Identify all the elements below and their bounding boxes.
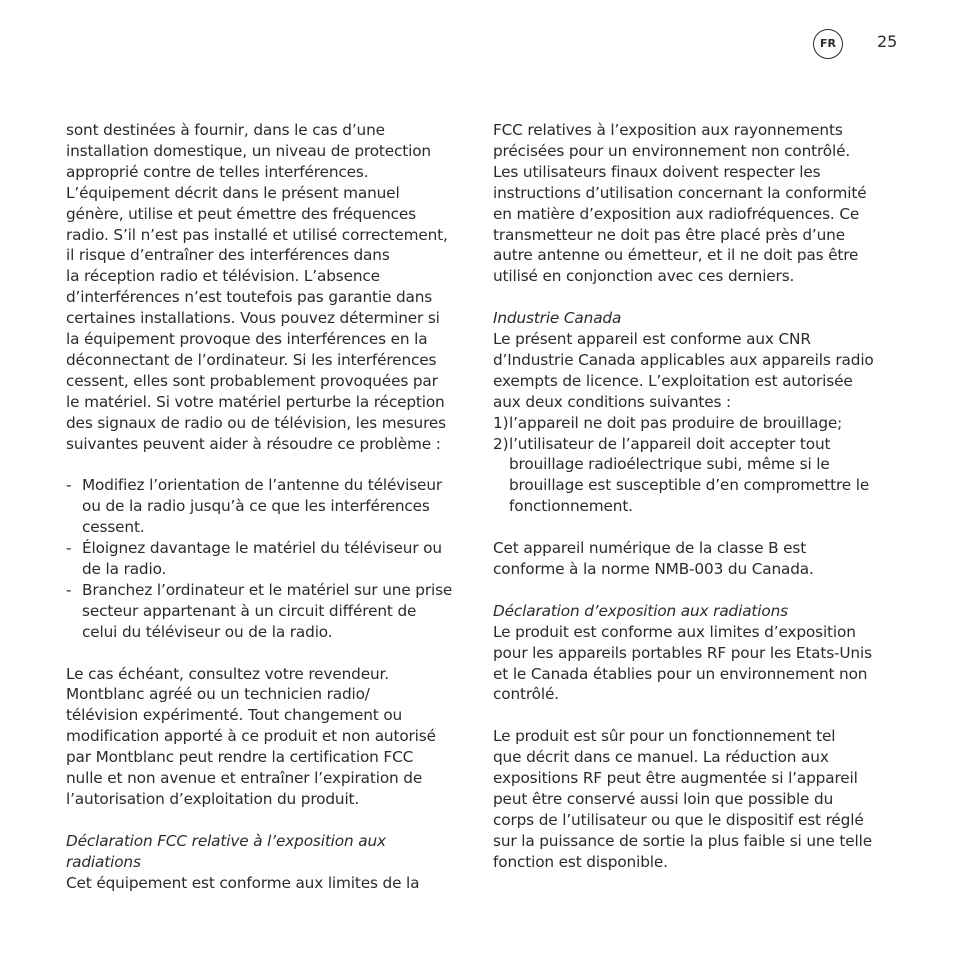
text-line: en matière d’exposition aux radiofréquences. Ce [493,204,860,223]
text-line: instructions d’utilisation concernant la conformité [493,183,867,202]
list-item-line: cessent. [82,518,145,537]
list-item-line: celui du téléviseur ou de la radio. [82,622,333,641]
class-b-paragraph [493,538,913,580]
conditions-list [493,413,913,518]
list-item-line: Éloignez davantage le matériel du téléviseur ou [82,539,442,558]
text-line: radio. S’il n’est pas installé et utilisé correctement, [66,225,448,244]
list-item-line: brouillage est susceptible d’en compromettre le [509,476,870,495]
heading-line: radiations [66,852,141,871]
text-line: l’autorisation d’exploitation du produit. [66,789,360,808]
list-item [66,538,476,580]
heading-line: Déclaration d’exposition aux radiations [493,601,788,620]
text-line: télévision expérimenté. Tout changement ou [66,706,403,725]
text-line: utilisé en conjonction avec ces derniers. [493,267,795,286]
list-item [493,434,913,518]
text-line: peut être conservé aussi loin que possible du [493,789,834,808]
text-line: suivantes peuvent aider à résoudre ce problème : [66,434,441,453]
right-column [493,120,913,873]
fcc-exposure-paragraph [66,873,476,894]
text-line: d’Industrie Canada applicables aux appareils radio [493,350,874,369]
text-line: par Montblanc peut rendre la certification FCC [66,748,414,767]
list-item [66,580,476,643]
text-line: cessent, elles sont probablement provoquées par [66,371,438,390]
fcc-exposure-heading [66,831,476,873]
bullet-dash: - [66,580,72,599]
text-line: Cet équipement est conforme aux limites de la [66,873,420,892]
text-line: transmetteur ne doit pas être placé près d’une [493,225,845,244]
text-line: nulle et non avenue et entraîner l’expiration de [66,769,423,788]
text-line: il risque d’entraîner des interférences dans [66,246,390,265]
text-line: génère, utilise et peut émettre des fréquences [66,204,416,223]
text-line: corps de l’utilisateur ou que le dispositif est réglé [493,810,864,829]
text-line: modification apporté à ce produit et non autorisé [66,727,436,746]
text-line: déconnectant de l’ordinateur. Si les interférences [66,350,437,369]
text-line: aux deux conditions suivantes : [493,392,732,411]
text-line: Le produit est conforme aux limites d’exposition [493,622,856,641]
text-line: contrôlé. [493,685,559,704]
list-number: 2) [493,434,509,453]
list-item-line: l’utilisateur de l’appareil doit accepter tout [509,434,831,453]
text-line: certaines installations. Vous pouvez déterminer si [66,309,440,328]
text-line: FCC relatives à l’exposition aux rayonnements [493,121,843,139]
text-line: L’équipement décrit dans le présent manuel [66,183,400,202]
safety-paragraph [493,726,913,872]
industry-canada-paragraph [493,329,913,413]
text-line: la équipement provoque des interférences en la [66,330,428,349]
text-line: le matériel. Si votre matériel perturbe la réception [66,392,445,411]
text-line: Cet appareil numérique de la classe B est [493,539,807,558]
text-line: approprié contre de telles interférences. [66,162,369,181]
list-item-line: fonctionnement. [509,497,633,516]
text-line: Montblanc agréé ou un technicien radio/ [66,685,370,704]
list-item-line: brouillage radioélectrique subi, même si le [509,455,830,474]
dealer-paragraph [66,664,476,810]
text-line: conforme à la norme NMB-003 du Canada. [493,560,814,578]
list-item-line: Modifiez l’orientation de l’antenne du téléviseur [82,476,442,495]
text-line: et le Canada établies pour un environnement non [493,664,868,683]
text-line: expositions RF peut être augmentée si l’appareil [493,769,858,788]
text-line: exempts de licence. L’exploitation est autorisée [493,371,853,390]
rf-limits-paragraph [493,622,913,706]
text-line: Le produit est sûr pour un fonctionnement tel [493,727,836,746]
heading-line: Déclaration FCC relative à l’exposition aux [66,831,386,850]
heading-line: Industrie Canada [493,309,622,328]
text-line: d’interférences n’est toutefois pas garantie dans [66,288,433,307]
fcc-limits-paragraph [493,120,913,287]
left-column [66,120,476,893]
page-number: 25 [877,32,898,51]
list-item-line: ou de la radio jusqu’à ce que les interférences [82,497,430,516]
text-line: des signaux de radio ou de télévision, les mesures [66,413,446,432]
text-line: la réception radio et télévision. L’absence [66,267,380,286]
list-item-line: secteur appartenant à un circuit différent de [82,601,417,620]
interference-paragraph [66,120,476,455]
list-item [493,413,913,434]
list-number: 1) [493,413,509,432]
bullet-dash: - [66,539,72,558]
text-line: Les utilisateurs finaux doivent respecter les [493,162,821,181]
text-line: Le présent appareil est conforme aux CNR [493,330,811,349]
text-line: pour les appareils portables RF pour les Etats-Unis [493,643,872,662]
text-line: fonction est disponible. [493,852,668,871]
text-line: que décrit dans ce manuel. La réduction aux [493,748,829,767]
bullet-dash: - [66,476,72,495]
list-item [66,475,476,538]
text-line: précisées pour un environnement non contrôlé. [493,141,851,160]
text-line: sont destinées à fournir, dans le cas d’une [66,121,385,139]
list-item-line: de la radio. [82,560,167,579]
language-badge-label: FR [820,36,836,50]
list-item-line: Branchez l’ordinateur et le matériel sur une prise [82,580,453,599]
text-line: installation domestique, un niveau de protection [66,141,431,160]
language-badge [813,29,843,59]
industry-canada-heading [493,308,913,329]
list-item-line: l’appareil ne doit pas produire de brouillage; [509,413,843,432]
radiation-declaration-heading [493,601,913,622]
remedy-list [66,475,476,642]
text-line: autre antenne ou émetteur, et il ne doit pas être [493,246,859,265]
text-line: Le cas échéant, consultez votre revendeur. [66,664,389,683]
text-line: sur la puissance de sortie la plus faible si une telle [493,831,872,850]
